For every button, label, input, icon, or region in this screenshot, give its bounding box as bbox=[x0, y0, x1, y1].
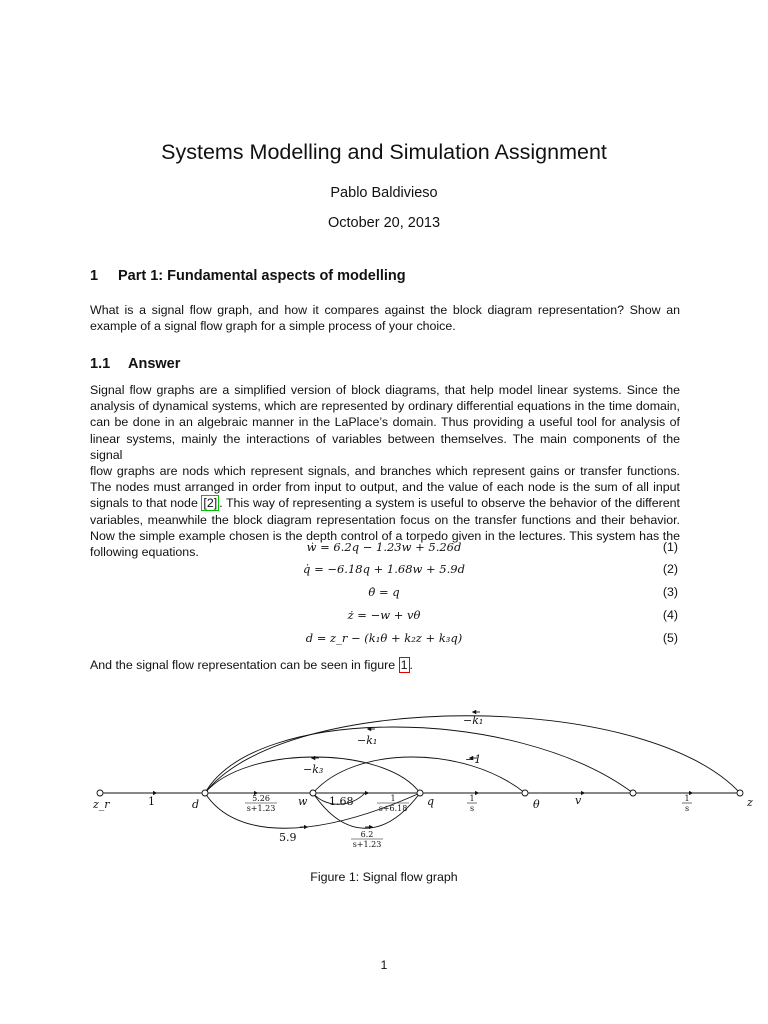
answer-line: linear systems, mainly the interactions of variables between themselves. The main components of the signal bbox=[90, 431, 680, 462]
node-theta bbox=[522, 790, 528, 796]
label-z: z bbox=[747, 796, 753, 809]
fraction-numerator: 1 bbox=[469, 794, 475, 803]
node-v bbox=[630, 790, 636, 796]
equation-number: (1) bbox=[662, 540, 678, 554]
author-name: Pablo Baldivieso bbox=[330, 185, 438, 201]
answer-line: following equations. bbox=[90, 545, 199, 560]
equation-number: (4) bbox=[662, 608, 678, 622]
gain-label: −k₃ bbox=[303, 763, 324, 776]
document-date: October 20, 2013 bbox=[327, 215, 441, 231]
label-v: v bbox=[575, 794, 582, 807]
equation-number: (3) bbox=[662, 585, 678, 599]
figure-link[interactable]: 1 bbox=[400, 658, 408, 672]
answer-line: variables, meanwhile the block diagram representation focus on the transfer functions and their behavior. bbox=[90, 512, 680, 527]
subsection-title: Answer bbox=[128, 356, 181, 372]
label-w: w bbox=[298, 795, 308, 808]
node-zr bbox=[97, 790, 103, 796]
answer-line bbox=[90, 495, 680, 511]
section-number: 1 bbox=[90, 268, 99, 284]
answer-line: Signal flow graphs are a simplified version of block diagrams, that help model linear systems. Since the bbox=[90, 383, 680, 397]
equation-number: (5) bbox=[662, 631, 678, 645]
signal-flow-graph bbox=[85, 700, 765, 860]
answer-line: Now the simple example chosen is the depth control of a torpedo given in the lectures. This system has the bbox=[90, 528, 680, 543]
equation-2 bbox=[90, 562, 680, 582]
fraction-numerator: 6.2 bbox=[360, 830, 374, 839]
equation-3 bbox=[90, 585, 680, 605]
answer-text: . This way of representing a system is useful to observe the behavior of the different bbox=[219, 496, 680, 511]
feedback-arc-minus1 bbox=[313, 757, 525, 793]
equation-expression: q̇ = −6.18q + 1.68w + 5.9d bbox=[303, 562, 465, 576]
label-q: q bbox=[427, 795, 435, 808]
gain-label: −k₁ bbox=[357, 734, 378, 747]
text: . bbox=[409, 658, 413, 672]
answer-line: The nodes must arranged in order from input to output, and the value of each node is the sum of all input bbox=[90, 480, 680, 495]
section-title: Part 1: Fundamental aspects of modelling bbox=[118, 268, 406, 284]
gain-label: −k₁ bbox=[463, 714, 484, 727]
equation-5 bbox=[90, 631, 680, 651]
label-d: d bbox=[192, 798, 200, 811]
text: And the signal flow representation can be seen in figure bbox=[90, 658, 399, 672]
gain-label: 5.9 bbox=[279, 831, 297, 844]
answer-line: can be done in an algebraic manner in the LaPlace’s domain. Thus providing a useful tool for analysis of bbox=[90, 415, 680, 430]
equation-1 bbox=[90, 540, 680, 560]
equation-expression: θ̇ = q bbox=[368, 585, 400, 599]
equation-4 bbox=[90, 608, 680, 628]
figure-caption: Figure 1: Signal flow graph bbox=[310, 870, 458, 884]
fraction-denominator: s bbox=[684, 804, 690, 813]
citation-link[interactable]: [2] bbox=[203, 496, 218, 511]
feedback-arc-k1 bbox=[205, 727, 633, 793]
question-line: example of a signal flow graph for a simple process of your choice. bbox=[90, 319, 456, 334]
section-heading bbox=[90, 268, 406, 284]
question-line: What is a signal flow graph, and how it compares against the block diagram representation? Show an bbox=[90, 303, 680, 317]
fraction-denominator: s+1.23 bbox=[246, 804, 276, 813]
equation-expression: ẇ = 6.2q − 1.23w + 5.26d bbox=[306, 540, 462, 554]
answer-paragraph bbox=[90, 382, 680, 560]
fraction-numerator: 5.26 bbox=[252, 794, 270, 803]
question-paragraph bbox=[90, 302, 680, 334]
fraction-denominator: s+1.23 bbox=[352, 840, 382, 849]
subsection-number: 1.1 bbox=[90, 356, 111, 372]
node-q bbox=[417, 790, 423, 796]
gain-label: 1.68 bbox=[329, 795, 354, 808]
fraction-numerator: 1 bbox=[390, 794, 396, 803]
answer-line: flow graphs are nods which represent signals, and branches which represent gains or transfer functions. bbox=[90, 464, 680, 479]
label-theta: θ bbox=[533, 798, 540, 811]
fraction-denominator: s+6.18 bbox=[378, 804, 408, 813]
node-w bbox=[310, 790, 316, 796]
answer-text: signals to that node bbox=[90, 496, 202, 511]
gain-label: −1 bbox=[465, 753, 482, 766]
node-d bbox=[202, 790, 208, 796]
subsection-heading bbox=[90, 356, 180, 372]
text-line bbox=[90, 657, 680, 673]
answer-line: analysis of dynamical systems, which are represented by ordinary differential equations in the time domain, bbox=[90, 399, 680, 414]
gain-label: 1 bbox=[148, 795, 155, 808]
label-zr: z_r bbox=[93, 798, 110, 811]
figure-reference-sentence bbox=[90, 657, 680, 673]
equation-expression: ż = −w + vθ bbox=[347, 608, 421, 622]
equation-expression: d = z_r − (k₁θ + k₂z + k₃q) bbox=[305, 631, 463, 645]
fraction-denominator: s bbox=[469, 804, 475, 813]
equation-number: (2) bbox=[662, 562, 678, 576]
node-z bbox=[737, 790, 743, 796]
fraction-numerator: 1 bbox=[684, 794, 690, 803]
document-title: Systems Modelling and Simulation Assignment bbox=[161, 140, 607, 164]
page-number: 1 bbox=[380, 958, 388, 972]
